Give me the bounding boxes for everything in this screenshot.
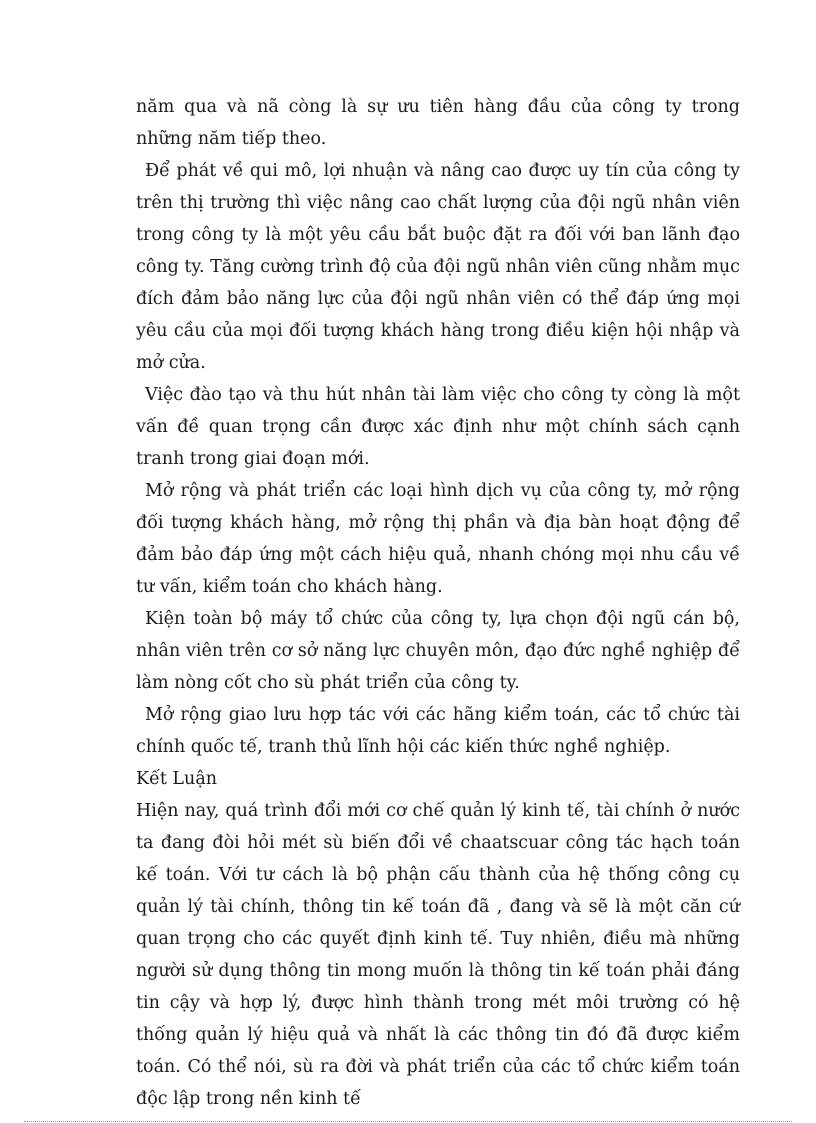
paragraph-5: Kiện toàn bộ máy tổ chức của công ty, lựa chọn đội ngũ cán bộ, nhân viên trên cơ sở năng lực chuyên môn, đạo đức nghề nghiệp để làm nòng cốt cho sù phát triển của công ty. xyxy=(136,609,740,693)
document-body xyxy=(136,91,740,1115)
conclusion-paragraph: Hiện nay, quá trình đổi mới cơ chế quản lý kinh tế, tài chính ở nước ta đang đòi hỏi mét sù biến đổi về chaatscuar công tác hạch toán kế toán. Với tư cách là bộ phận cấu thành của hệ thống công cụ quản lý tài chính, thông tin kế toán đã , đang và sẽ là một căn cứ quan trọng cho các quyết định kinh tế. Tuy nhiên, điều mà những người sử dụng thông tin mong muốn là thông tin kế toán phải đáng tin cậy và hợp lý, được hình thành trong mét môi trường có hệ thống quản lý hiệu quả và nhất là các thông tin đó đã được kiểm toán. Có thể nói, sù ra đời và phát triển của các tổ chức kiểm toán độc lập trong nền kinh tế xyxy=(136,801,740,1109)
paragraph-2: Để phát về qui mô, lợi nhuận và nâng cao được uy tín của công ty trên thị trường thì việc nâng cao chất lượng của đội ngũ nhân viên trong công ty là một yêu cầu bắt buộc đặt ra đối với ban lãnh đạo công ty. Tăng cường trình độ của đội ngũ nhân viên cũng nhằm mục đích đảm bảo năng lực của đội ngũ nhân viên có thể đáp ứng mọi yêu cầu của mọi đối tượng khách hàng trong điều kiện hội nhập và mở cửa. xyxy=(136,161,740,373)
paragraph-1: năm qua và nã còng là sự ưu tiên hàng đầu của công ty trong những năm tiếp theo. xyxy=(136,97,740,149)
paragraph-4: Mở rộng và phát triển các loại hình dịch vụ của công ty, mở rộng đối tượng khách hàng, mở rộng thị phần và địa bàn hoạt động để đảm bảo đáp ứng một cách hiệu quả, nhanh chóng mọi nhu cầu về tư vấn, kiểm toán cho khách hàng. xyxy=(136,481,740,597)
page-bottom-divider xyxy=(24,1121,792,1122)
paragraph-3: Việc đào tạo và thu hút nhân tài làm việc cho công ty còng là một vấn đề quan trọng cần được xác định như một chính sách cạnh tranh trong giai đoạn mới. xyxy=(136,385,740,469)
paragraph-6: Mở rộng giao lưu hợp tác với các hãng kiểm toán, các tổ chức tài chính quốc tế, tranh thủ lĩnh hội các kiến thức nghề nghiệp. xyxy=(136,705,740,757)
section-heading: Kết Luận xyxy=(136,769,218,789)
